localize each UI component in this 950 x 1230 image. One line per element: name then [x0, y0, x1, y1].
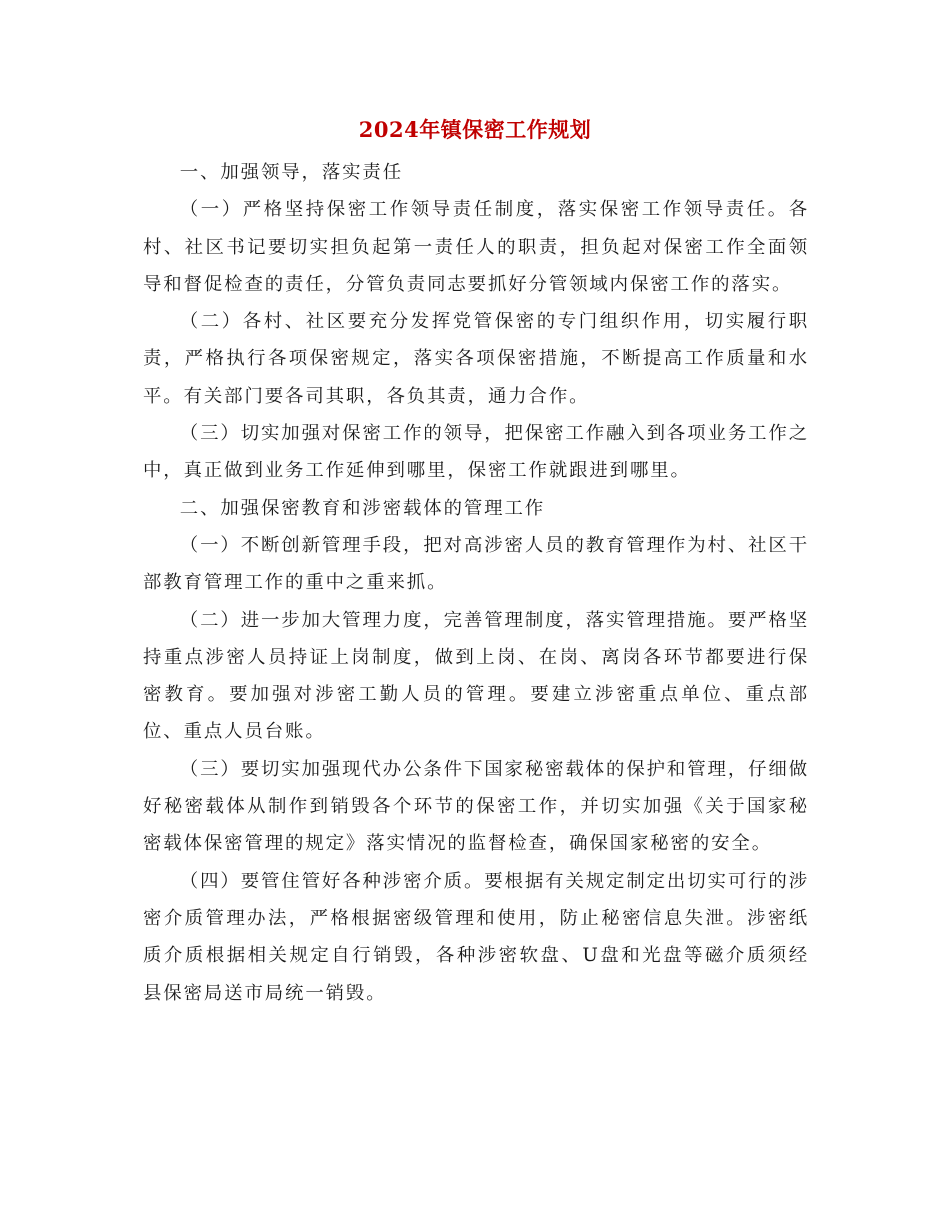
section-heading-2: 二、加强保密教育和涉密载体的管理工作 — [179, 497, 546, 519]
document-body — [143, 154, 809, 1012]
paragraph-1-3: （三）切实加强对保密工作的领导，把保密工作融入到各项业务工作之中，真正做到业务工作延伸到哪里，保密工作就跟进到哪里。 — [143, 423, 809, 482]
paragraph-2-1: （一）不断创新管理手段，把对高涉密人员的教育管理作为村、社区干部教育管理工作的重中之重来抓。 — [143, 534, 809, 594]
paragraph-1-1: （一）严格坚持保密工作领导责任制度，落实保密工作领导责任。各村、社区书记要切实担负起第一责任人的职责，担负起对保密工作全面领导和督促检查的责任，分管负责同志要抓好分管领域内保密工作的落实。 — [143, 199, 809, 295]
document-title: 2024年镇保密工作规划 — [358, 117, 592, 142]
section-heading-1: 一、加强领导，落实责任 — [179, 162, 403, 183]
paragraph-2-4: （四）要管住管好各种涉密介质。要根据有关规定制定出切实可行的涉密介质管理办法，严格根据密级管理和使用，防止秘密信息失泄。涉密纸质介质根据相关规定自行销毁，各种涉密软盘、U盘和光盘等磁介质须经县保密局送市局统一销毁。 — [143, 870, 809, 1004]
paragraph-2-2: （二）进一步加大管理力度，完善管理制度，落实管理措施。要严格坚持重点涉密人员持证上岗制度，做到上岗、在岗、离岗各环节都要进行保密教育。要加强对涉密工勤人员的管理。要建立涉密重点单位、重点部位、重点人员台账。 — [143, 609, 809, 743]
paragraph-2-3: （三）要切实加强现代办公条件下国家秘密载体的保护和管理，仔细做好秘密载体从制作到销毁各个环节的保密工作，并切实加强《关于国家秘密载体保密管理的规定》落实情况的监督检查，确保国家秘密的安全。 — [143, 758, 809, 855]
paragraph-1-2: （二）各村、社区要充分发挥党管保密的专门组织作用，切实履行职责，严格执行各项保密规定，落实各项保密措施，不断提高工作质量和水平。有关部门要各司其职，各负其责，通力合作。 — [143, 311, 809, 407]
